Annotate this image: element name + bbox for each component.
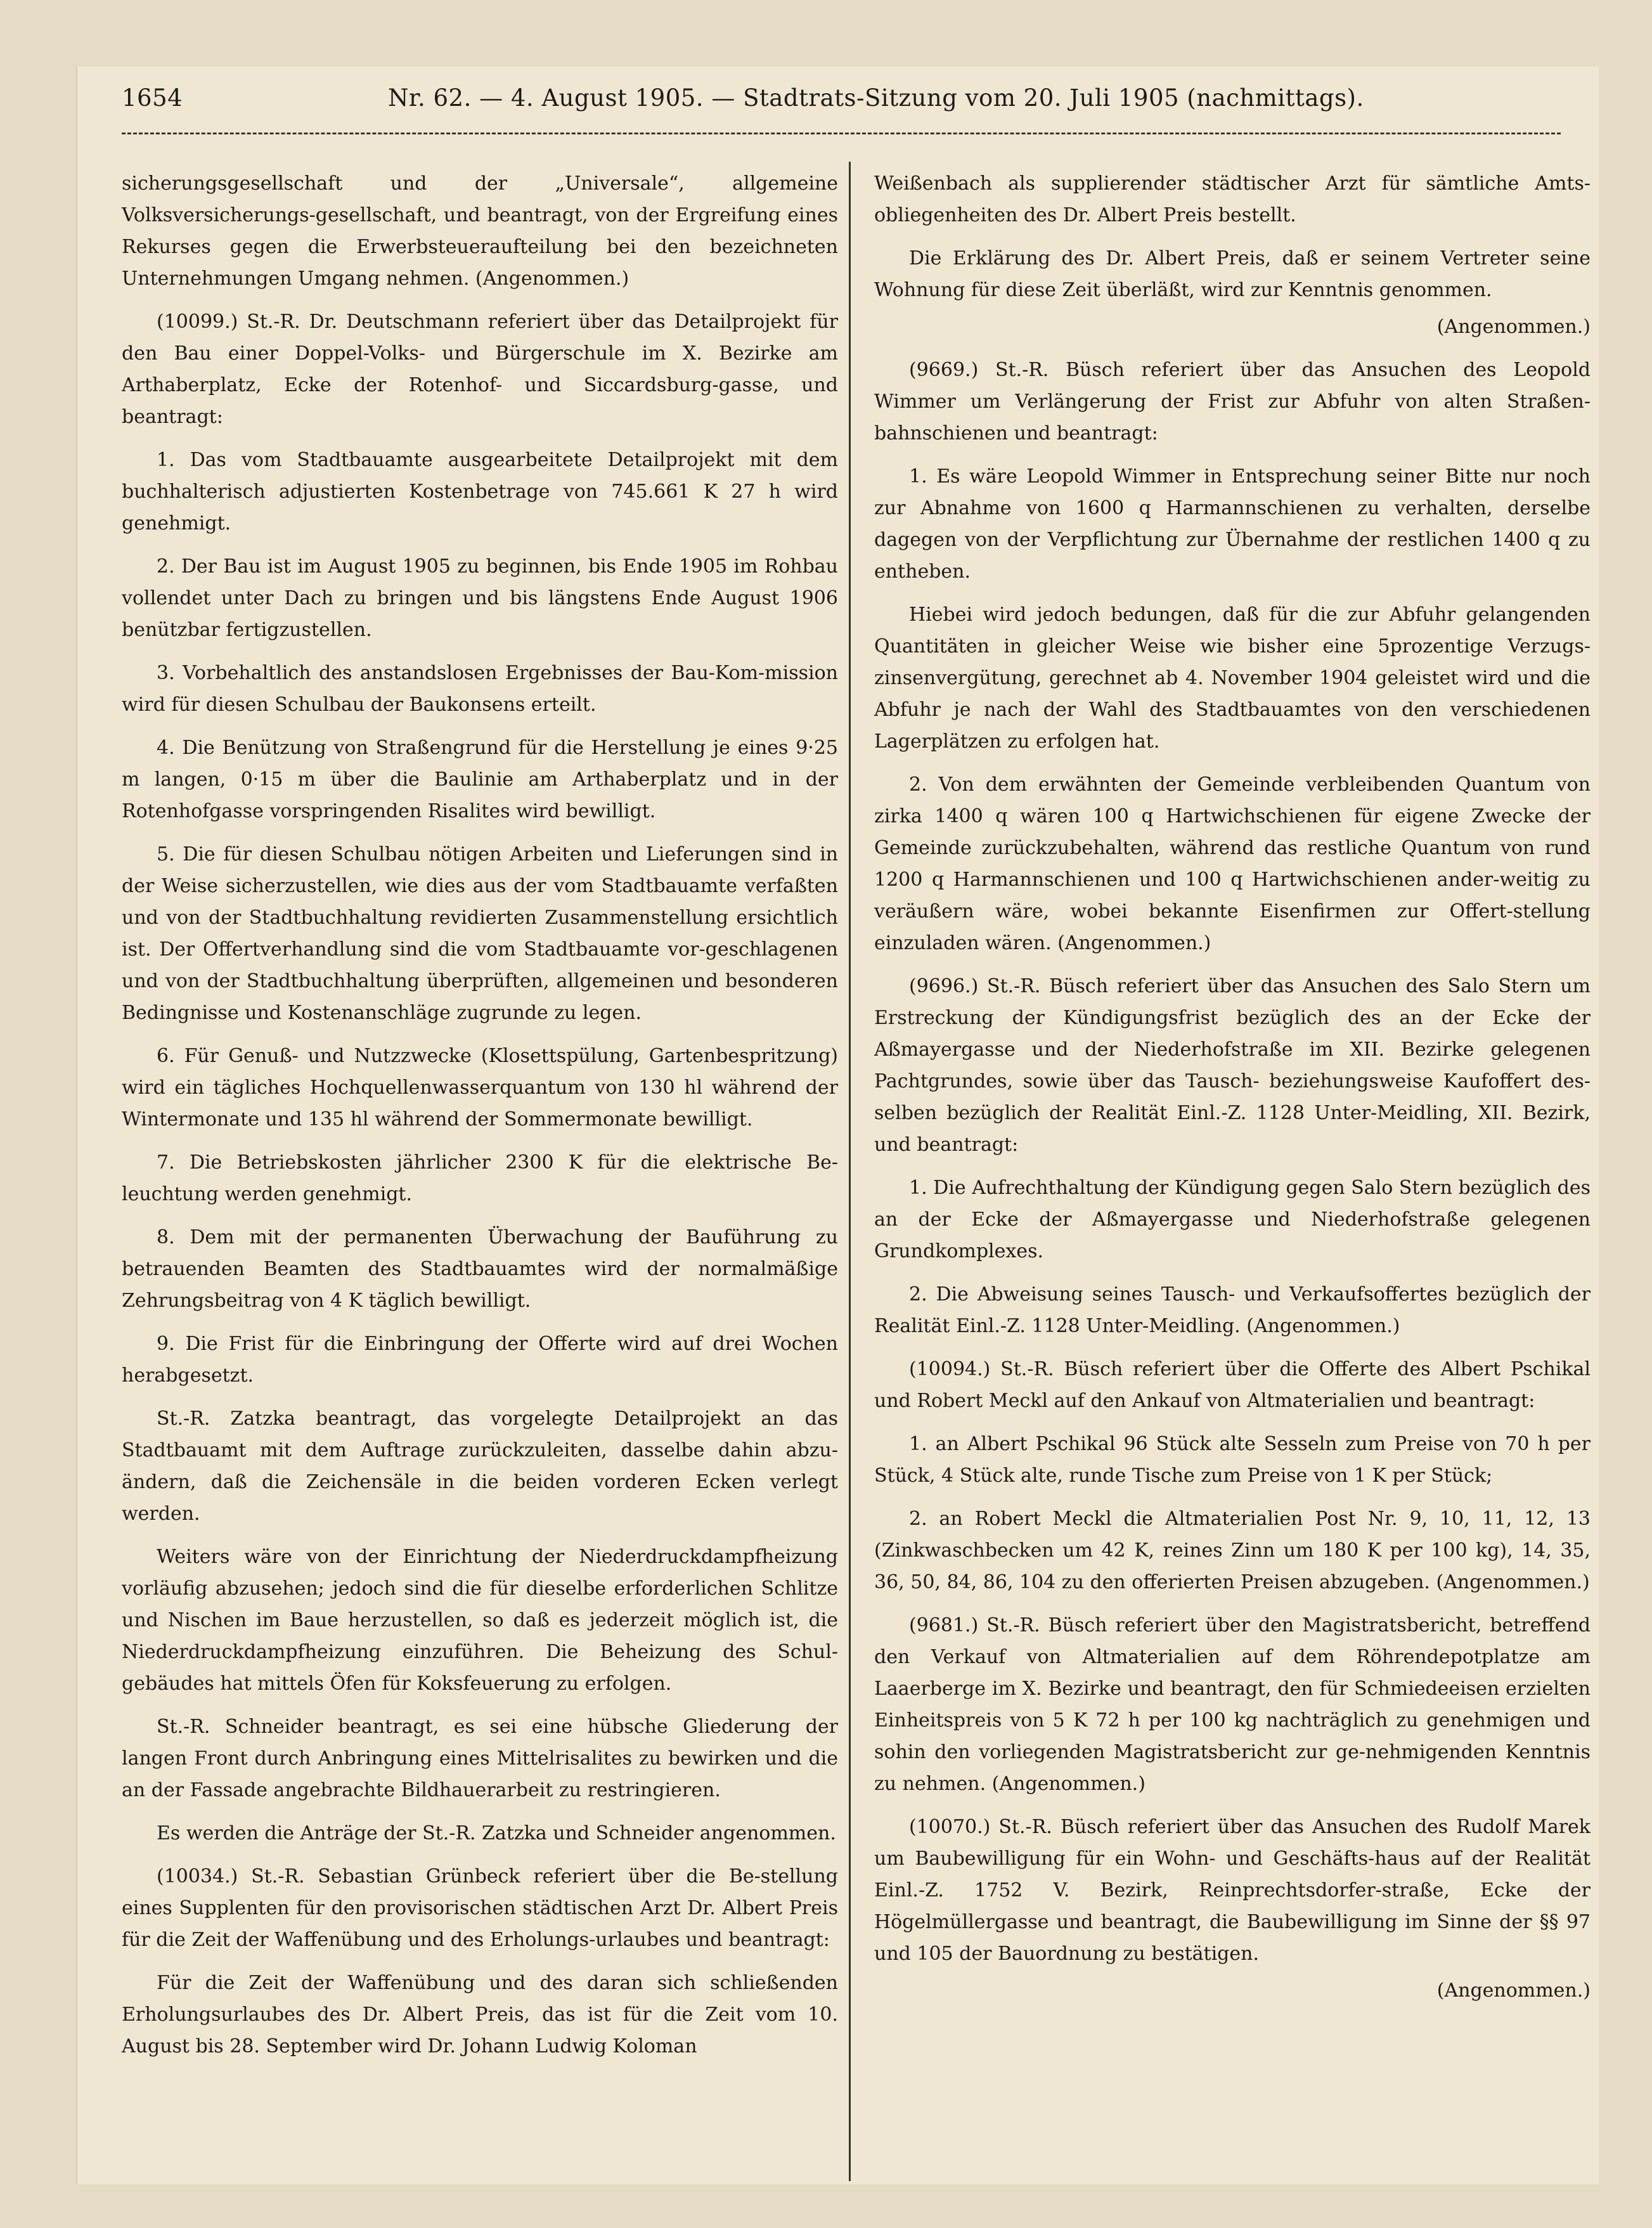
paragraph: Die Erklärung des Dr. Albert Preis, daß er seinem Vertreter seine Wohnung für diese Zeit überläßt, wird zur Kenntnis genommen.	[874, 247, 1591, 301]
header-rule	[122, 133, 1561, 134]
paragraph: 2. Der Bau ist im August 1905 zu beginnen, bis Ende 1905 im Rohbau vollendet unter Dach zu bringen und bis längstens Ende August 1906 benützbar fertigzustellen.	[122, 555, 838, 641]
paragraph: 3. Vorbehaltlich des anstandslosen Ergebnisses der Bau-Kom-mission wird für diesen Schulbau der Baukonsens erteilt.	[122, 662, 838, 716]
paragraph: 6. Für Genuß- und Nutzzwecke (Klosettspülung, Gartenbespritzung) wird ein tägliches Hochquellenwasserquantum von 130 hl während der Wintermonate und 135 hl während der Sommermonate bewilligt.	[122, 1045, 838, 1130]
paragraph: (10070.) St.-R. Büsch referiert über das Ansuchen des Rudolf Marek um Baubewilligung für ein Wohn- und Geschäfts-haus auf der Realität Einl.-Z. 1752 V. Bezirk, Reinprechtsdorfer-straße, Ecke der Högelmüllergasse und beantragt, die Baubewilligung im Sinne der §§ 97 und 105 der Bauordnung zu bestätigen.	[874, 1816, 1591, 1965]
paragraph: Hiebei wird jedoch bedungen, daß für die zur Abfuhr gelangenden Quantitäten in gleicher Weise wie bisher eine 5prozentige Verzugs-zinsenvergütung, gerechnet ab 4. November 1904 geleistet wird und die Abfuhr je nach der Wahl des Stadtbauamtes von den verschiedenen Lagerplätzen zu erfolgen hat.	[874, 604, 1591, 753]
paragraph: Weißenbach als supplierender städtischer Arzt für sämtliche Amts-obliegenheiten des Dr. Albert Preis bestellt.	[874, 172, 1591, 226]
paragraph: 1. Das vom Stadtbauamte ausgearbeitete Detailprojekt mit dem buchhalterisch adjustierten Kostenbetrage von 745.661 K 27 h wird genehmigt.	[122, 449, 838, 534]
paragraph: 5. Die für diesen Schulbau nötigen Arbeiten und Lieferungen sind in der Weise sicherzustellen, wie dies aus der vom Stadtbauamte verfaßten und von der Stadtbuchhaltung revidierten Zusammenstellung ersichtlich ist. Der Offertverhandlung sind die vom Stadtbauamte vor-geschlagenen und von der Stadtbuchhaltung überprüften, allgemeinen und besonderen Bedingnisse und Kostenanschläge zugrunde zu legen.	[122, 843, 838, 1024]
paragraph: (10034.) St.-R. Sebastian Grünbeck referiert über die Be-stellung eines Supplenten für den provisorischen städtischen Arzt Dr. Albert Preis für die Zeit der Waffenübung und des Erholungs-urlaubes und beantragt:	[122, 1865, 838, 1951]
header-title: Nr. 62. — 4. August 1905. — Stadtrats-Sitzung vom 20. Juli 1905 (nachmittags).	[388, 84, 1364, 112]
paragraph: 1. Die Aufrechthaltung der Kündigung gegen Salo Stern bezüglich des an der Ecke der Aßmayergasse und Niederhofstraße gelegenen Grundkomplexes.	[874, 1177, 1591, 1262]
column-divider	[849, 162, 851, 2181]
newspaper-page	[76, 67, 1599, 2184]
paragraph: 1. Es wäre Leopold Wimmer in Entsprechung seiner Bitte nur noch zur Abnahme von 1600 q Harmannschienen zu verhalten, derselbe dagegen von der Verpflichtung zur Übernahme der restlichen 1400 q zu entheben.	[874, 465, 1591, 583]
resolution-note: (Angenommen.)	[1436, 1979, 1591, 2002]
page-header	[122, 84, 1561, 129]
paragraph: (9696.) St.-R. Büsch referiert über das Ansuchen des Salo Stern um Erstreckung der Kündigungsfrist bezüglich des an der Ecke der Aßmayergasse und der Niederhofstraße im XII. Bezirke gelegenen Pachtgrundes, sowie über das Tausch- beziehungsweise Kaufoffert des-selben bezüglich der Realität Einl.-Z. 1128 Unter-Meidling, XII. Bezirk, und beantragt:	[874, 975, 1591, 1156]
page-number: 1654	[122, 84, 183, 112]
paragraph: St.-R. Zatzka beantragt, das vorgelegte Detailprojekt an das Stadtbauamt mit dem Auftrage zurückzuleiten, dasselbe dahin abzu-ändern, daß die Zeichensäle in die beiden vorderen Ecken verlegt werden.	[122, 1408, 838, 1525]
paragraph: sicherungsgesellschaft und der „Universale“, allgemeine Volksversicherungs-gesellschaft, und beantragt, von der Ergreifung eines Rekurses gegen die Erwerbsteueraufteilung bei den bezeichneten Unternehmungen Umgang nehmen. (Angenommen.)	[122, 172, 838, 290]
paragraph: (10094.) St.-R. Büsch referiert über die Offerte des Albert Pschikal und Robert Meckl auf den Ankauf von Altmaterialien und beantragt:	[874, 1358, 1591, 1412]
right-column	[874, 168, 1591, 2018]
paragraph: 2. an Robert Meckl die Altmaterialien Post Nr. 9, 10, 11, 12, 13 (Zinkwaschbecken um 42 K, reines Zinn um 180 K per 100 kg), 14, 35, 36, 50, 84, 86, 104 zu den offerierten Preisen abzugeben. (Angenommen.)	[874, 1508, 1591, 1593]
resolution-note: (Angenommen.)	[1436, 316, 1591, 338]
paragraph: 7. Die Betriebskosten jährlicher 2300 K für die elektrische Be-leuchtung werden genehmigt.	[122, 1151, 838, 1205]
paragraph: Für die Zeit der Waffenübung und des daran sich schließenden Erholungsurlaubes des Dr. Albert Preis, das ist für die Zeit vom 10. August bis 28. September wird Dr. Johann Ludwig Koloman	[122, 1972, 838, 2057]
paragraph: 2. Die Abweisung seines Tausch- und Verkaufsoffertes bezüglich der Realität Einl.-Z. 1128 Unter-Meidling. (Angenommen.)	[874, 1283, 1591, 1337]
paragraph: 9. Die Frist für die Einbringung der Offerte wird auf drei Wochen herabgesetzt.	[122, 1333, 838, 1387]
paragraph: St.-R. Schneider beantragt, es sei eine hübsche Gliederung der langen Front durch Anbringung eines Mittelrisalites zu bewirken und die an der Fassade angebrachte Bildhauerarbeit zu restringieren.	[122, 1716, 838, 1801]
paragraph: Es werden die Anträge der St.-R. Zatzka und Schneider angenommen.	[157, 1822, 836, 1844]
paragraph: (9669.) St.-R. Büsch referiert über das Ansuchen des Leopold Wimmer um Verlängerung der Frist zur Abfuhr von alten Straßen-bahnschienen und beantragt:	[874, 359, 1591, 444]
paragraph: 1. an Albert Pschikal 96 Stück alte Sesseln zum Preise von 70 h per Stück, 4 Stück alte, runde Tische zum Preise von 1 K per Stück;	[874, 1433, 1591, 1487]
paragraph: (10099.) St.-R. Dr. Deutschmann referiert über das Detailprojekt für den Bau einer Doppel-Volks- und Bürgerschule im X. Bezirke am Arthaberplatz, Ecke der Rotenhof- und Siccardsburg-gasse, und beantragt:	[122, 311, 838, 428]
paragraph: 2. Von dem erwähnten der Gemeinde verbleibenden Quantum von zirka 1400 q wären 100 q Hartwichschienen für eigene Zwecke der Gemeinde zurückzubehalten, während das restliche Quantum von rund 1200 q Harmannschienen und 100 q Hartwichschienen ander-weitig zu veräußern wäre, wobei bekannte Eisenfirmen zur Offert-stellung einzuladen wären. (Angenommen.)	[874, 774, 1591, 954]
paragraph: 8. Dem mit der permanenten Überwachung der Bauführung zu betrauenden Beamten des Stadtbauamtes wird der normalmäßige Zehrungsbeitrag von 4 K täglich bewilligt.	[122, 1226, 838, 1312]
paragraph: (9681.) St.-R. Büsch referiert über den Magistratsbericht, betreffend den Verkauf von Altmaterialien auf dem Röhrendepotplatze am Laaerberge im X. Bezirke und beantragt, den für Schmiedeeisen erzielten Einheitspreis von 5 K 72 h per 100 kg nachträglich zu genehmigen und sohin den vorliegenden Magistratsbericht zur ge-nehmigenden Kenntnis zu nehmen. (Angenommen.)	[874, 1614, 1591, 1795]
left-column	[122, 168, 838, 2074]
paragraph: Weiters wäre von der Einrichtung der Niederdruckdampfheizung vorläufig abzusehen; jedoch sind die für dieselbe erforderlichen Schlitze und Nischen im Baue herzustellen, so daß es jederzeit möglich ist, die Niederdruckdampfheizung einzuführen. Die Beheizung des Schul-gebäudes hat mittels Öfen für Koksfeuerung zu erfolgen.	[122, 1546, 838, 1695]
paragraph: 4. Die Benützung von Straßengrund für die Herstellung je eines 9·25 m langen, 0·15 m über die Baulinie am Arthaberplatz und in der Rotenhofgasse vorspringenden Risalites wird bewilligt.	[122, 737, 838, 822]
